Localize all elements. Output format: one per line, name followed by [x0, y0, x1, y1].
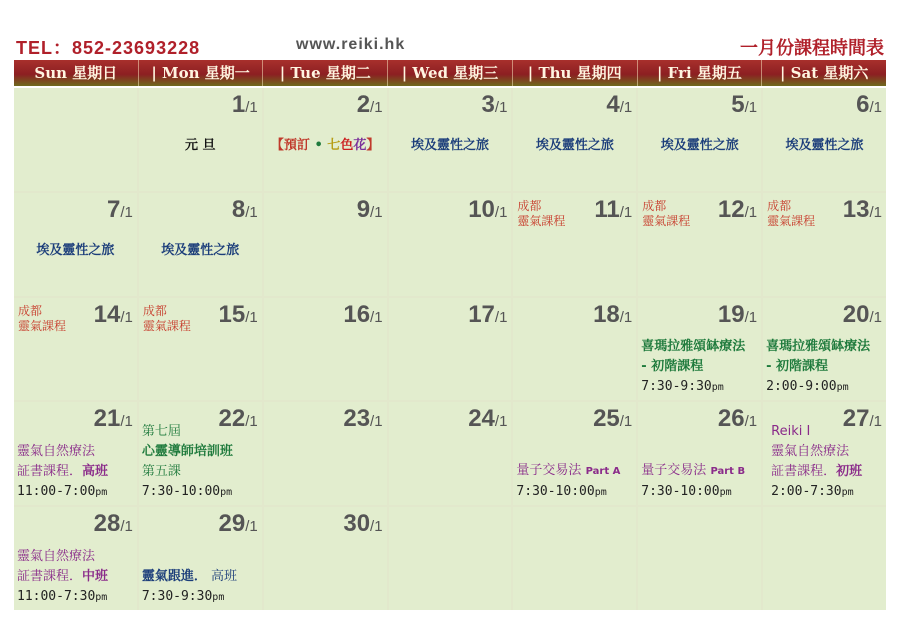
- date-label: 30/1: [343, 510, 383, 538]
- date-label: 18/1: [593, 300, 633, 328]
- calendar-cell-jan-19[interactable]: [638, 298, 761, 401]
- calendar-cell-jan-28[interactable]: [14, 507, 137, 610]
- weekday-wed: | Wed 星期三: [388, 60, 513, 86]
- telephone: TEL：852-23693228: [16, 38, 201, 58]
- event-singing-bowl-course: 喜瑪拉雅頌缽療法 - 初階課程 7:30-9:30pm: [641, 339, 746, 395]
- calendar-cell-jan-18[interactable]: [513, 298, 636, 401]
- calendar-cell-jan-8[interactable]: [139, 193, 262, 296]
- event-egypt-tour: 埃及靈性之旅: [785, 138, 864, 153]
- date-label: 6/1: [856, 91, 882, 118]
- date-label: 20/1: [842, 300, 882, 328]
- date-label: 11/1: [594, 195, 633, 223]
- weekday-sun: Sun 星期日: [14, 60, 139, 86]
- date-label: 27/1: [842, 405, 882, 433]
- calendar-cell-jan-30[interactable]: [264, 507, 387, 610]
- event-reiki-follow-up: 靈氣跟進． 高班 7:30-9:30pm: [141, 569, 238, 604]
- event-chengdu-reiki: 成都 靈氣課程: [142, 303, 191, 333]
- event-mentor-training: 第七屆 心靈導師培訓班 第五課 7:30-10:00pm: [141, 424, 233, 500]
- calendar-cell-jan-1[interactable]: [139, 88, 262, 191]
- calendar-cell-jan-3[interactable]: [389, 88, 512, 191]
- date-label: 28/1: [93, 510, 133, 538]
- date-label: 3/1: [481, 91, 508, 118]
- date-label: 25/1: [593, 405, 633, 433]
- date-label: 8/1: [231, 195, 258, 223]
- calendar-cell-jan-26[interactable]: [638, 402, 761, 505]
- calendar-cell-empty: [763, 507, 886, 610]
- event-chengdu-reiki: 成都 靈氣課程: [642, 198, 691, 228]
- event-chengdu-reiki: 成都 靈氣課程: [767, 198, 816, 228]
- date-label: 10/1: [468, 195, 508, 223]
- weekday-thu: | Thu 星期四: [513, 60, 638, 86]
- calendar-cell-jan-24[interactable]: [389, 402, 512, 505]
- date-label: 12/1: [717, 195, 758, 223]
- date-label: 1/1: [231, 91, 258, 118]
- event-egypt-tour: 埃及靈性之旅: [36, 242, 115, 258]
- weekday-mon: | Mon 星期一: [139, 60, 264, 86]
- date-label: 23/1: [343, 405, 383, 433]
- date-label: 13/1: [842, 195, 882, 223]
- event-egypt-tour: 埃及靈性之旅: [660, 138, 739, 153]
- date-label: 14/1: [93, 300, 133, 328]
- calendar-cell-empty: [513, 507, 636, 610]
- calendar-cell-jan-16[interactable]: [264, 298, 387, 401]
- event-reiki-intermediate: 靈氣自然療法 証書課程．中班 11:00-7:30pm: [17, 549, 109, 604]
- date-label: 4/1: [606, 91, 633, 118]
- date-label: 29/1: [218, 510, 258, 538]
- event-chengdu-reiki: 成都 靈氣課程: [18, 303, 67, 333]
- date-label: 19/1: [717, 300, 758, 328]
- event-new-year: 元 旦: [185, 138, 216, 153]
- date-label: 15/1: [218, 300, 258, 328]
- calendar-cell-empty: [14, 88, 137, 191]
- calendar-cell-jan-6[interactable]: [763, 88, 886, 191]
- calendar-cell-jan-9[interactable]: [264, 193, 387, 296]
- event-reiki-beginner: Reiki I 靈氣自然療法 証書課程．初班 2:00-7:30pm: [771, 424, 863, 500]
- page-header: [14, 34, 886, 59]
- calendar-cell-jan-11[interactable]: [513, 193, 636, 296]
- website-link[interactable]: www.reiki.hk: [296, 36, 406, 53]
- weekday-fri: | Fri 星期五: [638, 60, 763, 86]
- calendar-cell-jan-20[interactable]: [763, 298, 886, 401]
- calendar-cell-jan-4[interactable]: [513, 88, 636, 191]
- event-egypt-tour: 埃及靈性之旅: [161, 242, 240, 258]
- date-label: 9/1: [356, 195, 383, 223]
- date-label: 16/1: [343, 300, 383, 328]
- weekday-sat: | Sat 星期六: [779, 64, 869, 82]
- calendar-cell-jan-22[interactable]: [139, 402, 262, 505]
- calendar-cell-empty: [638, 507, 761, 610]
- event-quantum-trading-b: 量子交易法 Part B 7:30-10:00pm: [641, 463, 746, 500]
- date-label: 2/1: [356, 91, 383, 118]
- calendar-cell-jan-17[interactable]: [389, 298, 512, 401]
- calendar-cell-jan-23[interactable]: [264, 402, 387, 505]
- calendar-cell-jan-21[interactable]: [14, 402, 137, 505]
- calendar-cell-jan-12[interactable]: [638, 193, 761, 296]
- calendar-grid: [14, 88, 886, 610]
- date-label: 21/1: [93, 405, 133, 433]
- event-egypt-tour: 埃及靈性之旅: [535, 138, 614, 153]
- date-label: 22/1: [218, 405, 258, 433]
- weekday-tue: | Tue 星期二: [263, 60, 388, 86]
- date-label: 17/1: [468, 300, 508, 328]
- event-quantum-trading-a: 量子交易法 Part A 7:30-10:00pm: [516, 463, 621, 500]
- date-label: 5/1: [731, 91, 758, 118]
- calendar-cell-jan-29[interactable]: [139, 507, 262, 610]
- calendar-cell-jan-25[interactable]: [513, 402, 636, 505]
- calendar-cell-jan-15[interactable]: [139, 298, 262, 401]
- date-label: 26/1: [717, 405, 758, 433]
- date-label: 7/1: [106, 195, 133, 223]
- calendar-cell-jan-27[interactable]: [763, 402, 886, 505]
- calendar-cell-jan-13[interactable]: [763, 193, 886, 296]
- weekday-header: [14, 60, 886, 86]
- event-reiki-advanced: 靈氣自然療法 証書課程．高班 11:00-7:00pm: [17, 444, 109, 500]
- page-title: 一月份課程時間表: [740, 38, 884, 59]
- event-chengdu-reiki: 成都 靈氣課程: [517, 198, 566, 228]
- event-singing-bowl-course: 喜瑪拉雅頌缽療法 - 初階課程 2:00-9:00pm: [766, 339, 871, 395]
- calendar-cell-jan-14[interactable]: [14, 298, 137, 401]
- event-egypt-tour: 埃及靈性之旅: [410, 138, 489, 153]
- event-seven-color-flower: 【預訂 • 七色花】: [270, 138, 380, 153]
- calendar-cell-jan-2[interactable]: [264, 88, 387, 191]
- calendar-cell-empty: [389, 507, 512, 610]
- calendar-cell-jan-7[interactable]: [14, 193, 137, 296]
- date-label: 24/1: [468, 405, 508, 433]
- calendar-cell-jan-10[interactable]: [389, 193, 512, 296]
- calendar-cell-jan-5[interactable]: [638, 88, 761, 191]
